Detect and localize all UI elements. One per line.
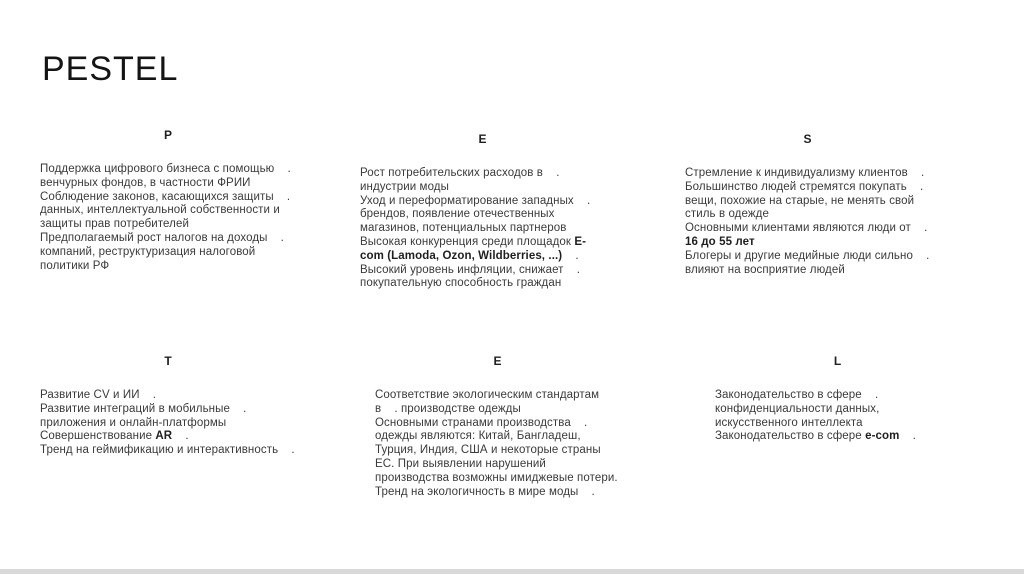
- section-letter: P: [163, 128, 172, 142]
- section-ecological: [375, 354, 620, 499]
- pestel-item: Уход и переформатирование западных . брендов, появление отечественных магазинов, потенциальных партнеров: [360, 194, 591, 235]
- section-letter: E: [493, 354, 502, 368]
- pestel-item: Предполагаемый рост налогов на доходы . компаний, реструктуризация налоговой политики РФ: [40, 231, 284, 272]
- pestel-item: Соответствие экологическим стандартам в . производстве одежды: [375, 389, 600, 415]
- pestel-item: Развитие интеграций в мобильные . приложения и онлайн-платформы: [40, 402, 247, 429]
- section-letter: E: [478, 132, 487, 146]
- pestel-item: Высокая конкуренция среди площадок E-com (Lamoda, Ozon, Wildberries, ...) .: [360, 235, 587, 262]
- section-legal: [715, 354, 960, 444]
- section-items: [715, 389, 960, 444]
- section-political: [40, 128, 296, 273]
- section-items: [375, 389, 620, 499]
- section-economic: [360, 132, 605, 291]
- section-items: [360, 167, 605, 291]
- pestel-item: Блогеры и другие медийные люди сильно . влияют на восприятие людей: [685, 249, 930, 276]
- section-letter: S: [803, 132, 812, 146]
- section-letter: T: [164, 354, 172, 368]
- section-technological: [40, 354, 296, 458]
- section-items: [685, 167, 930, 277]
- pestel-item: Тренд на геймификацию и интерактивность .: [40, 444, 295, 457]
- pestel-item: Большинство людей стремятся покупать . вещи, похожие на старые, не менять свой стиль в одежде: [685, 180, 924, 221]
- pestel-item: Законодательство в сфере . конфиденциальности данных, искусственного интеллекта: [715, 389, 880, 429]
- pestel-item: Соблюдение законов, касающихся защиты . данных, интеллектуальной собственности и защиты прав потребителей: [40, 190, 291, 231]
- section-letter: L: [833, 354, 842, 368]
- section-social: [685, 132, 930, 277]
- pestel-item: Совершенствование AR .: [40, 430, 189, 443]
- section-items: [40, 163, 296, 273]
- page-title: PESTEL: [42, 50, 179, 88]
- pestel-item: Основными странами производства . одежды являются: Китай, Бангладеш, Турция, Индия, США и некоторые страны ЕС. При выявлении нарушений производства возможны имиджевые потери.: [375, 416, 618, 484]
- pestel-item: Тренд на экологичность в мире моды .: [375, 485, 595, 498]
- pestel-item: Поддержка цифрового бизнеса с помощью . венчурных фондов, в частности ФРИИ: [40, 163, 291, 189]
- pestel-item: Рост потребительских расходов в . индустрии моды: [360, 167, 560, 193]
- pestel-item: Развитие CV и ИИ .: [40, 389, 157, 401]
- pestel-item: Стремление к индивидуализму клиентов .: [685, 167, 925, 179]
- pestel-item: Законодательство в сфере e-com .: [715, 430, 916, 443]
- pestel-item: Основными клиентами являются люди от . 16 до 55 лет: [685, 222, 928, 248]
- slide-footer-bar: [0, 569, 1024, 574]
- section-items: [40, 389, 296, 458]
- pestel-item: Высокий уровень инфляции, снижает . покупательную способность граждан: [360, 263, 581, 290]
